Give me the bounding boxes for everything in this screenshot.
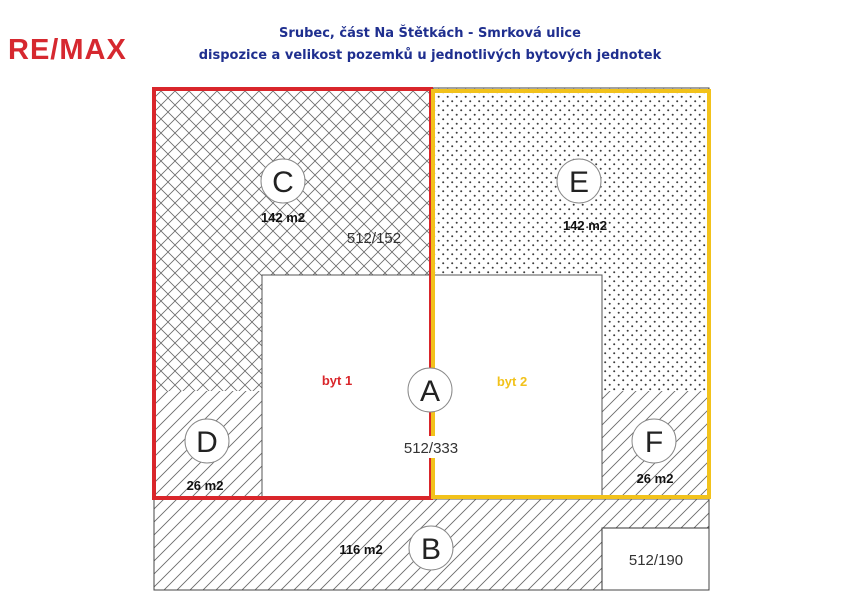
plot-d-letter: D — [196, 426, 218, 459]
plot-a-parcel-number: 512/333 — [403, 440, 459, 457]
plot-f-area-label: 26 m2 — [636, 471, 674, 486]
plot-a-letter: A — [419, 375, 441, 408]
plot-c-parcel-number: 512/152 — [346, 230, 402, 247]
unit-1-label: byt 1 — [321, 373, 353, 388]
plot-c-letter: C — [272, 166, 294, 199]
plot-c-area-label: 142 m2 — [260, 210, 306, 225]
title-line-1: Srubec, část Na Štětkách - Smrková ulice — [279, 26, 581, 41]
plot-f-letter: F — [644, 426, 664, 459]
title-line-2: dispozice a velikost pozemků u jednotlivých bytových jednotek — [198, 48, 662, 63]
plot-e-area-label: 142 m2 — [562, 218, 608, 233]
unit-2-label: byt 2 — [496, 374, 528, 389]
remax-logo: RE/MAX — [8, 34, 127, 66]
plot-d-area-label: 26 m2 — [186, 478, 224, 493]
corner-parcel-number: 512/190 — [628, 552, 684, 569]
plot-b-letter: B — [420, 533, 442, 566]
plot-e-letter: E — [568, 166, 590, 199]
plot-b-area-label: 116 m2 — [339, 542, 383, 557]
